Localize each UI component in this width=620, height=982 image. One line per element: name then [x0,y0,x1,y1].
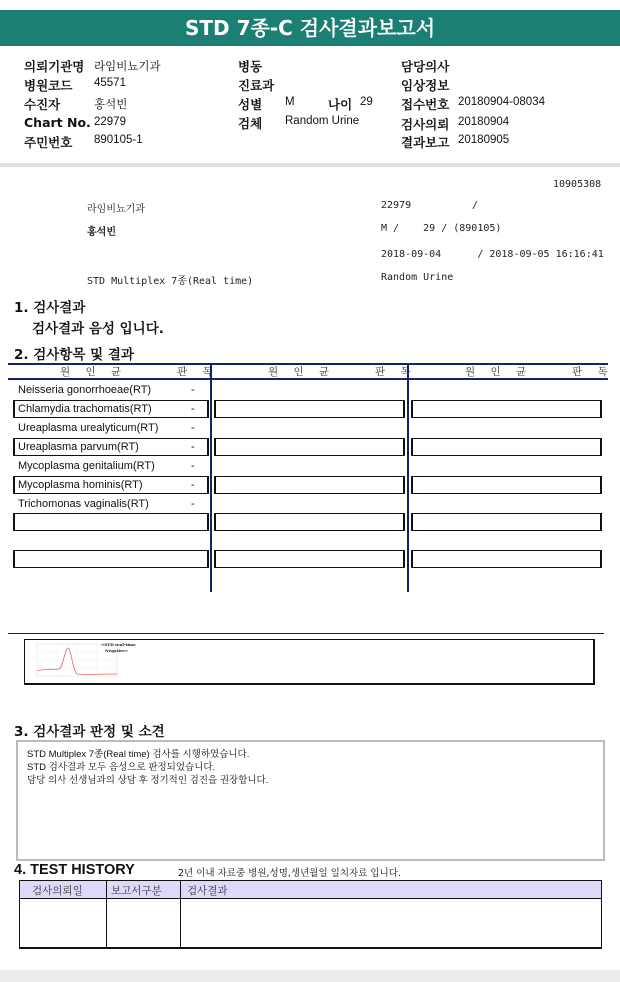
report-specimen: Random Urine [381,272,454,283]
pathogen-result: - [191,479,195,491]
history-note: 2년 이내 자료중 병원,성명,생년월일 일치자료 입니다. [178,868,401,879]
row-box [411,550,602,568]
info-value: 20180905 [458,134,510,146]
info-label: 병원코드 [24,78,73,93]
info-label: 의뢰기관명 [24,59,85,74]
row-box [214,438,405,456]
row-box [214,550,405,568]
graph-caption: <STD real-time [101,642,136,647]
info-label: 결과보고 [401,135,450,150]
row-box [411,400,602,418]
history-table [19,880,602,949]
pathogen-result: - [191,403,195,415]
graph-box [24,639,595,685]
footer-band [0,970,620,982]
column-divider [407,363,409,592]
info-label: 병동 [238,59,263,74]
row-box [13,550,209,568]
info-label: 담당의사 [401,59,450,74]
row-box [13,513,209,531]
report-title: STD 7종-C 검사결과보고서 [0,10,620,46]
col-header-result: 판 독 [177,366,219,378]
opinion-box [16,740,605,861]
row-box [411,476,602,494]
section2-heading: 2. 검사항목 및 결과 [14,347,134,363]
pathogen-name: Chlamydia trachomatis(RT) [18,403,152,415]
history-header [20,881,601,899]
report-hospital: 라임비뇨기과 [87,204,145,215]
info-label: 수진자 [24,97,61,112]
report-name: 홍석빈 [87,227,116,238]
info-label: 진료과 [238,78,275,93]
opinion-line: STD Multiplex 7종(Real time) 검사를 시행하였습니다. [27,749,250,760]
info-label: 접수번호 [401,97,450,112]
pathogen-result: - [191,422,195,434]
opinion-line: 담당 의사 선생님과의 상담 후 정기적인 검진을 권장합니다. [27,775,269,786]
col-header-pathogen: 원 인 균 [268,366,336,378]
pathogen-result: - [191,498,195,510]
col-header-result: 판 독 [572,366,614,378]
graph-caption: Negative> [105,648,129,653]
report-dates: 2018-09-04 / 2018-09-05 16:16:41 [381,249,604,260]
section3-heading: 3. 검사결과 판정 및 소견 [14,724,165,740]
info-value: M [285,96,295,108]
info-value: 20180904-08034 [458,96,545,108]
info-value: 20180904 [458,116,510,128]
info-label: 임상정보 [401,78,450,93]
report-sex-age: M / 29 / (890105) [381,223,502,234]
report-code: 10905308 [553,179,602,190]
info-value: 29 [360,96,373,108]
result-summary: 검사결과 음성 입니다. [32,321,164,337]
section1-heading: 1. 검사결과 [14,300,86,316]
info-label: Chart No. [24,115,91,130]
row-box [214,513,405,531]
row-box [214,400,405,418]
col-header-result: 판 독 [375,366,417,378]
row-box [411,513,602,531]
info-label: 나이 [328,97,353,112]
report-slash: / [472,200,479,211]
pathogen-result: - [191,460,195,472]
info-label: 주민번호 [24,135,73,150]
divider [8,633,604,634]
opinion-line: STD 검사결과 모두 음성으로 판정되었습니다. [27,762,216,773]
info-label: 검체 [238,116,263,131]
info-label: 성별 [238,97,263,112]
info-value: Random Urine [285,115,360,127]
column-divider [210,363,212,592]
info-value: 홍석빈 [94,99,128,111]
pathogen-name: Trichomonas vaginalis(RT) [18,498,149,510]
pathogen-result: - [191,441,195,453]
info-label: 검사의뢰 [401,117,450,132]
pathogen-name: Neisseria gonorrhoeae(RT) [18,384,152,396]
report-chart: 22979 [381,200,412,211]
pathogen-name: Mycoplasma hominis(RT) [18,479,143,491]
divider [0,163,620,167]
history-col-header: 검사의뢰일 [32,885,83,897]
pathogen-name: Mycoplasma genitalium(RT) [18,460,155,472]
info-value: 890105-1 [94,134,143,146]
report-test: STD Multiplex 7종(Real time) [87,276,254,287]
pathogen-name: Ureaplasma urealyticum(RT) [18,422,159,434]
column-divider [180,881,181,948]
column-divider [106,881,107,948]
section4-heading: 4. TEST HISTORY [14,862,135,878]
history-col-header: 보고서구분 [111,885,162,897]
pathogen-name: Ureaplasma parvum(RT) [18,441,139,453]
info-value: 45571 [94,77,126,89]
info-value: 라임비뇨기과 [94,61,161,73]
col-header-pathogen: 원 인 균 [465,366,533,378]
pathogen-result: - [191,384,195,396]
row-box [214,476,405,494]
history-col-header: 검사결과 [187,885,228,897]
row-box [411,438,602,456]
col-header-pathogen: 원 인 균 [60,366,128,378]
info-value: 22979 [94,116,126,128]
